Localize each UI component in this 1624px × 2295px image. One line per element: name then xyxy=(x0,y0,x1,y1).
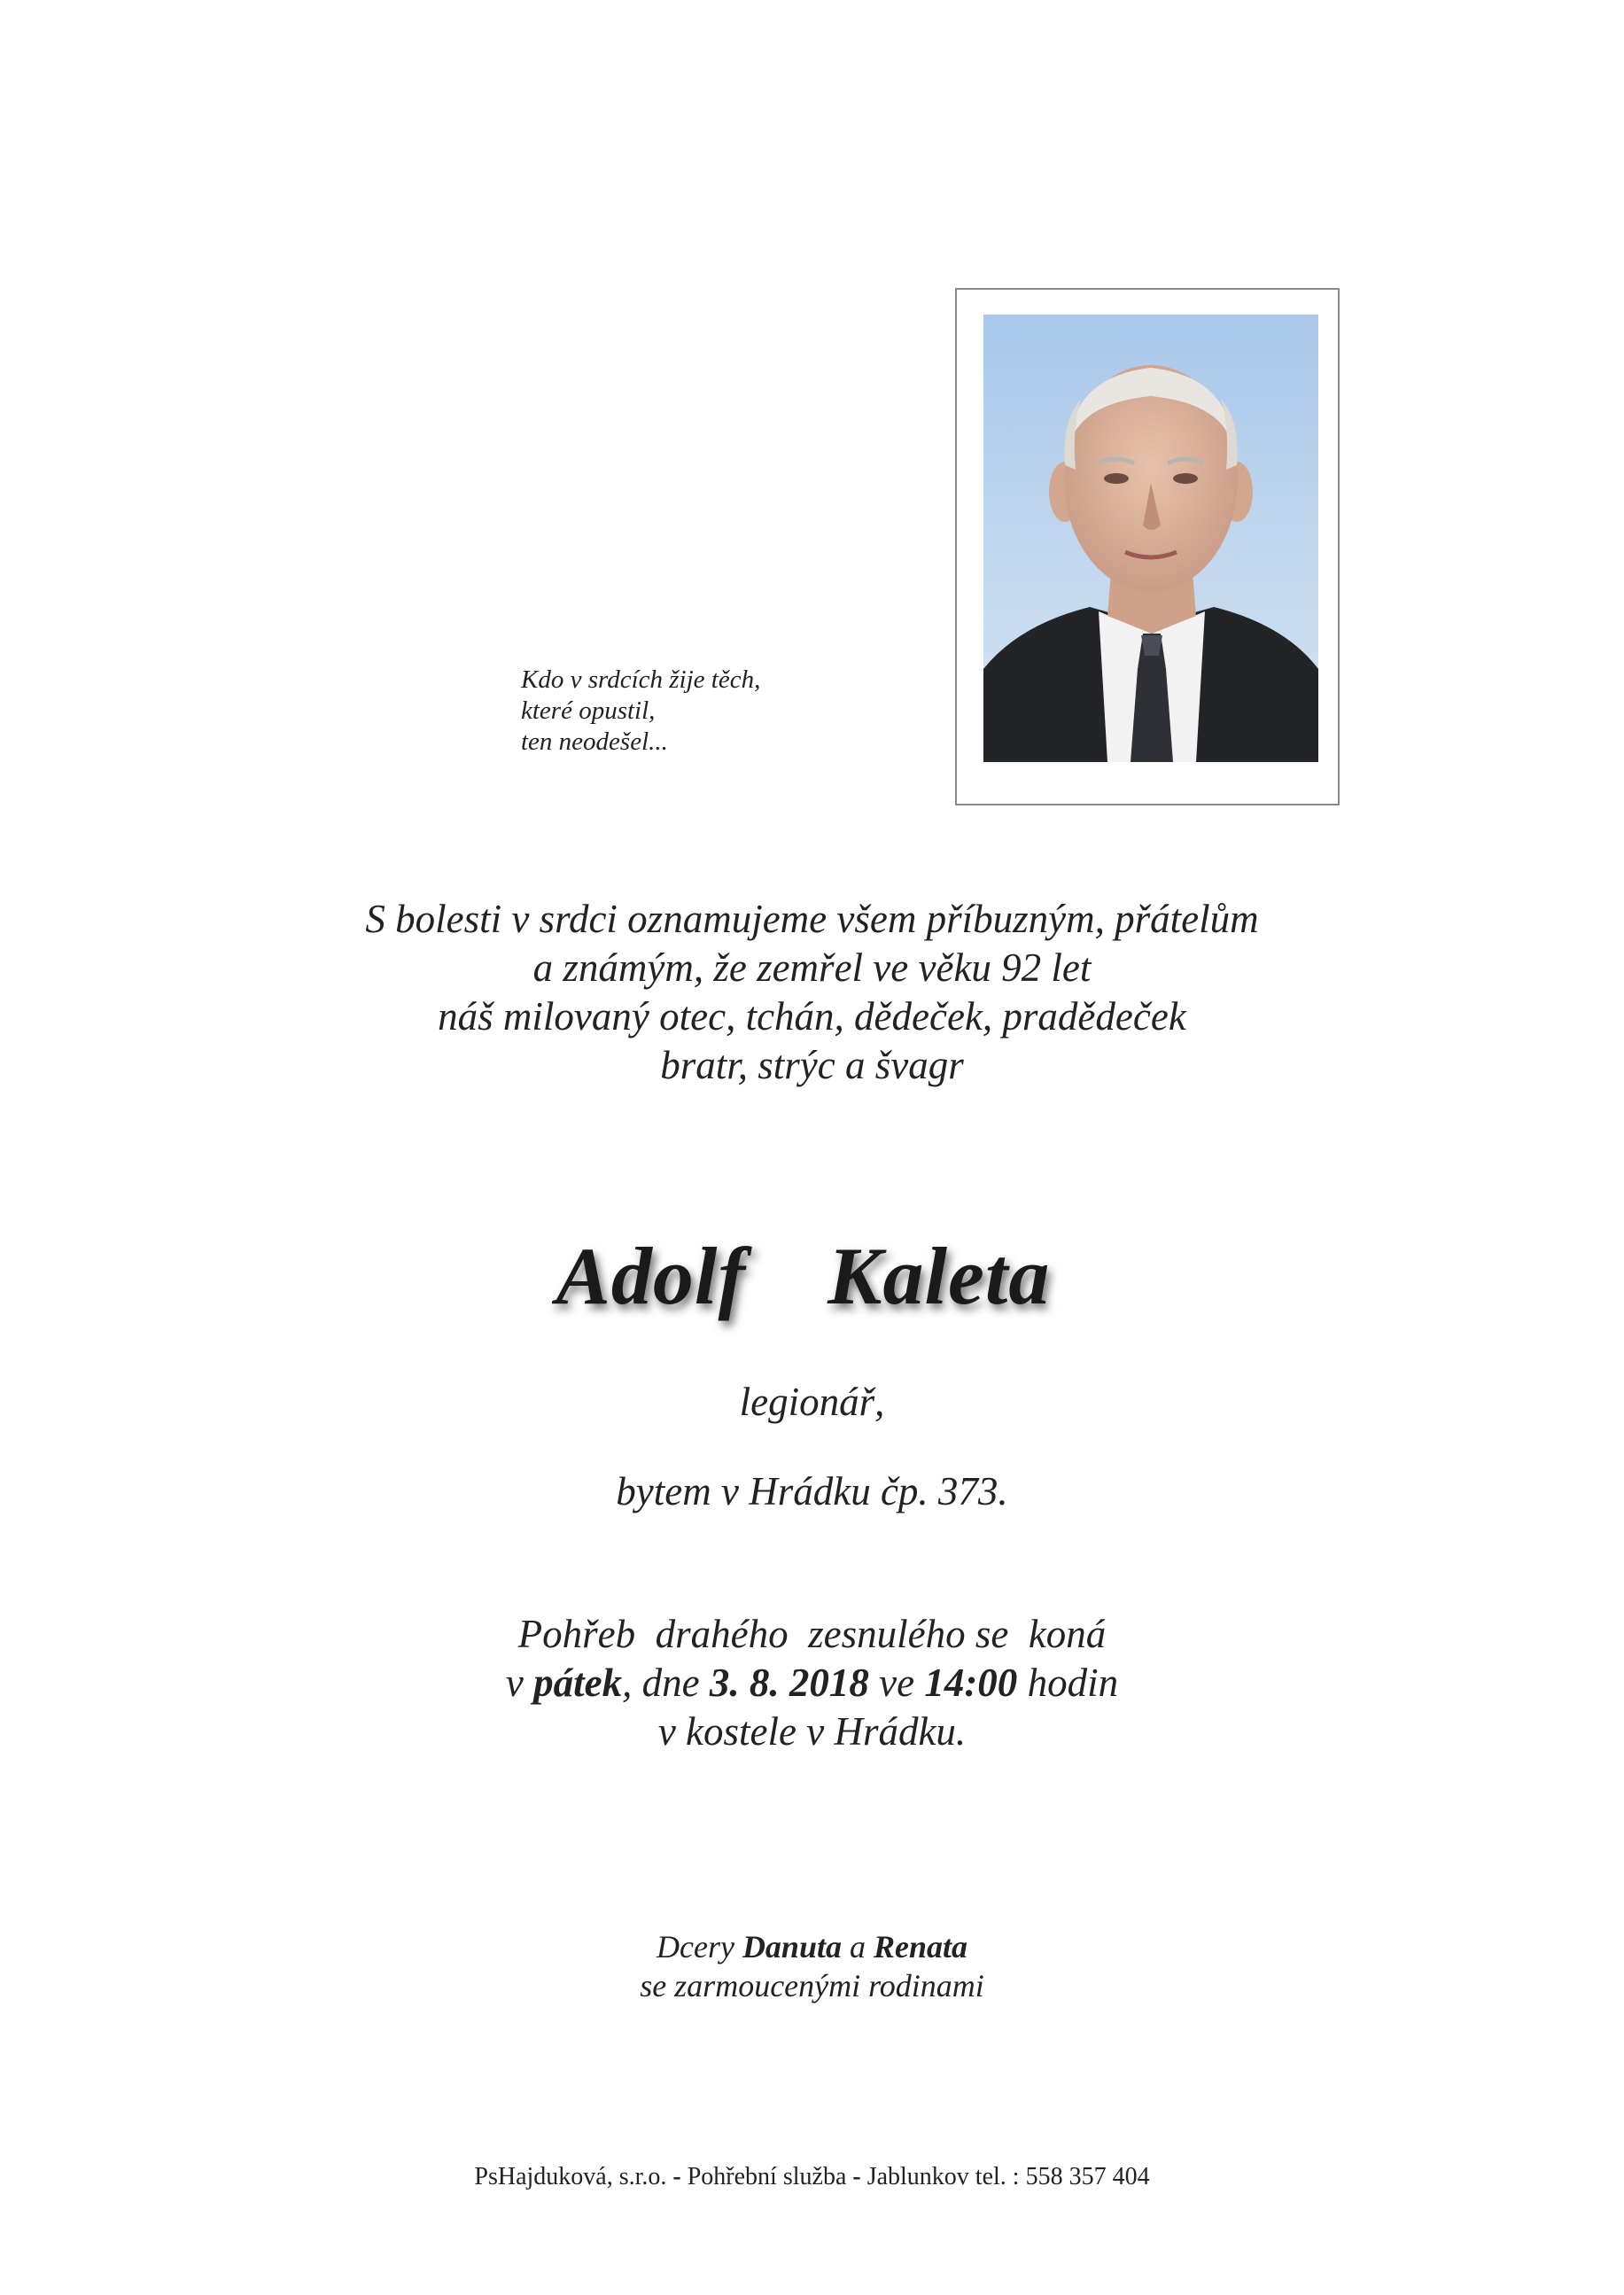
funeral-line-1: Pohřeb drahého zesnulého se koná xyxy=(517,1612,1107,1656)
announcement-text xyxy=(0,895,1624,1090)
deceased-title: legionář, xyxy=(739,1380,885,1424)
funeral-suffix: hodin xyxy=(1017,1661,1119,1705)
footer-service: Pohřební služba xyxy=(687,2163,847,2190)
deceased-name-text: Adolf Kaleta xyxy=(556,1231,1051,1321)
announcement-line: S bolesti v srdci oznamujeme všem příbuzným, přátelům xyxy=(365,897,1259,941)
funeral-mid-2: ve xyxy=(868,1661,925,1705)
funeral-line-3: v kostele v Hrádku. xyxy=(657,1709,967,1754)
family-signature xyxy=(0,1927,1624,2005)
footer-separator: - xyxy=(666,2163,688,2190)
family-joiner: a xyxy=(841,1929,874,1964)
family-intro: Dcery xyxy=(656,1929,742,1964)
funeral-time: 14:00 xyxy=(924,1661,1018,1705)
family-line-2: se zarmoucenými rodinami xyxy=(640,1968,984,2003)
portrait-frame xyxy=(955,288,1340,805)
portrait-photo xyxy=(983,315,1318,762)
deceased-address: bytem v Hrádku čp. 373. xyxy=(616,1469,1008,1513)
footer-separator: - xyxy=(846,2163,867,2190)
funeral-line-2 xyxy=(0,1659,1624,1708)
funeral-mid-1: , dne xyxy=(622,1661,710,1705)
funeral-day: pátek xyxy=(533,1661,623,1705)
family-name-2: Renata xyxy=(873,1929,967,1964)
motto-quote xyxy=(521,665,760,758)
motto-line: ten neodešel... xyxy=(521,727,668,756)
motto-line: které opustil, xyxy=(521,696,656,725)
funeral-details xyxy=(0,1610,1624,1756)
motto-line: Kdo v srdcích žije těch, xyxy=(521,665,761,694)
footer-company: PsHajduková, s.r.o. xyxy=(474,2163,667,2190)
announcement-line: bratr, strýc a švagr xyxy=(660,1043,964,1087)
family-line-1 xyxy=(0,1927,1624,1966)
funeral-prefix: v xyxy=(505,1661,534,1705)
portrait-illustration xyxy=(983,315,1318,762)
footer-funeral-service xyxy=(0,2162,1624,2192)
funeral-date: 3. 8. 2018 xyxy=(709,1661,869,1705)
family-name-1: Danuta xyxy=(742,1929,842,1964)
deceased-name xyxy=(0,1227,1624,1325)
announcement-line: a známým, že zemřel ve věku 92 let xyxy=(532,945,1092,990)
announcement-line: náš milovaný otec, tchán, dědeček, pradědeček xyxy=(438,994,1186,1039)
footer-contact: Jablunkov tel. : 558 357 404 xyxy=(866,2163,1150,2190)
